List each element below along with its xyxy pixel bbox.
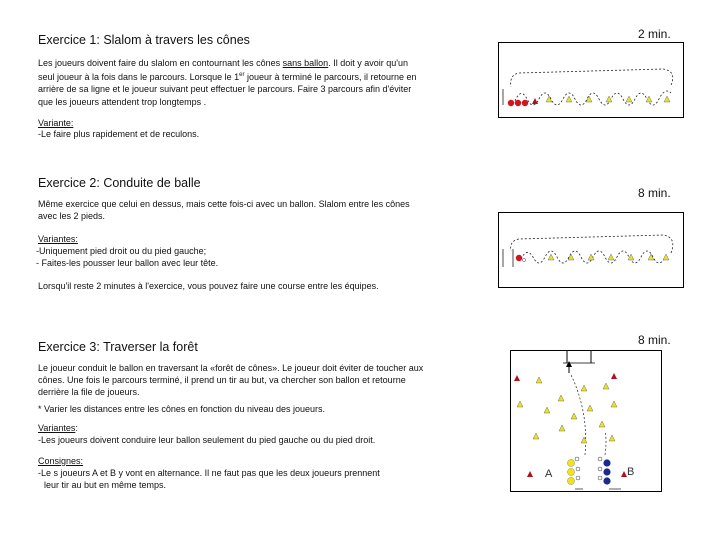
ball-icon (522, 258, 525, 261)
cone-icon (533, 433, 539, 439)
cone-red-icon (532, 98, 538, 104)
ex1-desc-sup: er (239, 72, 245, 79)
ex3-consignes-1: -Le s joueurs A et B y vont en alternance. Il ne faut pas que les deux joueurs prennent (38, 468, 380, 478)
cone-red-icon (514, 375, 520, 381)
ex2-description: Même exercice que celui en dessus, mais cette fois-ci avec un ballon. Slalom entre les cônes avec les 2 pieds. (38, 199, 410, 222)
team-a-label: A (545, 468, 553, 480)
cone-icon (587, 405, 593, 411)
ex1-desc-b: . Il doit y avoir qu'un seul joueur à la fois dans le parcours. Lorsque le 1 (38, 58, 408, 83)
cone-icon (608, 254, 614, 260)
ex2-variant-1: -Uniquement pied droit ou du pied gauche; (36, 246, 207, 256)
player-icon (516, 255, 522, 261)
ex1-diagram-svg (499, 43, 683, 117)
player-icon (522, 100, 528, 106)
cone-icon (603, 383, 609, 389)
cone-icon (558, 395, 564, 401)
cone-icon (611, 401, 617, 407)
ball-icon (576, 476, 580, 480)
return-path (511, 235, 673, 253)
return-path (511, 69, 673, 87)
ex1-desc-underlined: sans ballon (282, 58, 329, 68)
ex1-diagram (498, 42, 684, 118)
player-icon (508, 100, 514, 106)
ex1-variant-label: Variante: (38, 118, 74, 128)
ex1-title (38, 33, 250, 47)
ex2-duration: 8 min. (638, 186, 671, 200)
ex3-variants-colon: : (75, 423, 78, 433)
ball-icon (576, 467, 580, 471)
ex3-consignes-label: Consignes: (38, 456, 84, 466)
cone-icon (599, 421, 605, 427)
ex3-title-prefix: Exercice 3: (38, 340, 100, 354)
ex2-diagram-svg (499, 213, 683, 287)
ex1-title-prefix: Exercice 1: (38, 33, 100, 47)
slalom-path (515, 91, 671, 105)
player-icon (515, 100, 521, 106)
ex3-variants-label: Variantes (38, 423, 76, 433)
player-b-icon (603, 477, 610, 484)
player-b-icon (603, 459, 610, 466)
cone-red-icon (527, 471, 533, 477)
ex2-diagram (498, 212, 684, 288)
ball-icon (598, 457, 602, 461)
ex1-variant-text: -Le faire plus rapidement et de reculons. (38, 129, 200, 139)
cone-icon (664, 96, 670, 102)
cone-icon (559, 425, 565, 431)
player-b-icon (603, 468, 610, 475)
ex2-title (38, 176, 201, 190)
ex3-title-rest: Traverser la forêt (99, 340, 198, 354)
cone-icon (517, 401, 523, 407)
ex3-description: Le joueur conduit le ballon en traversant la «forêt de cônes». Le joueur doit éviter de toucher aux cônes. Une fois le parcours terminé, il prend un tir au but, va chercher son ballon et retourne derrière la file de joueurs. (38, 363, 424, 398)
ex3-title (38, 340, 198, 354)
player-a-icon (567, 477, 574, 484)
team-b-label: B (627, 466, 635, 478)
cone-icon (548, 254, 554, 260)
ex2-variants-label: Variantes: (38, 234, 78, 244)
ex3-description-2: * Varier les distances entre les cônes en fonction du niveau des joueurs. (38, 404, 326, 414)
ex3-consignes-2: leur tir au but en même temps. (44, 480, 167, 490)
cone-icon (609, 435, 615, 441)
player-a-icon (567, 459, 574, 466)
cone-icon (544, 407, 550, 413)
ex1-desc-a: Les joueurs doivent faire du slalom en contournant les cônes (38, 58, 283, 68)
ex2-variant-2: - Faites-les pousser leur ballon avec leur tête. (36, 258, 219, 268)
ex1-duration: 2 min. (638, 27, 671, 41)
ex1-description (38, 57, 423, 108)
cone-icon (663, 254, 669, 260)
ball-icon (598, 467, 602, 471)
ex2-title-rest: Conduite de balle (99, 176, 201, 190)
dribble-path (605, 431, 606, 455)
slalom-path (521, 251, 665, 263)
cone-icon (566, 96, 572, 102)
cone-icon (536, 377, 542, 383)
cone-red-icon (611, 373, 617, 379)
cone-icon (581, 437, 587, 443)
cone-icon (571, 413, 577, 419)
ball-icon (575, 457, 579, 461)
cone-icon (581, 385, 587, 391)
cone-icon (626, 96, 632, 102)
player-a-icon (567, 468, 574, 475)
ex2-title-prefix: Exercice 2: (38, 176, 100, 190)
ex2-note: Lorsqu'il reste 2 minutes à l'exercice, vous pouvez faire une course entre les équipes. (38, 281, 379, 291)
ball-icon (598, 476, 602, 480)
ex3-variant-text: -Les joueurs doivent conduire leur ballon seulement du pied gauche ou du pied droit. (38, 435, 376, 445)
ex3-duration: 8 min. (638, 333, 671, 347)
ex1-title-rest: Slalom à travers les cônes (99, 33, 250, 47)
ex1-desc-c: joueur à terminé le parcours, il retourne en arrière de sa ligne et le joueur suivant peut effectuer le parcours. Faire 3 parcours afin d'éviter que les joueurs attendent trop longtemps . (38, 72, 417, 107)
ex3-variants (38, 422, 78, 434)
ex3-diagram (510, 350, 662, 492)
ex3-diagram-svg (511, 351, 661, 491)
